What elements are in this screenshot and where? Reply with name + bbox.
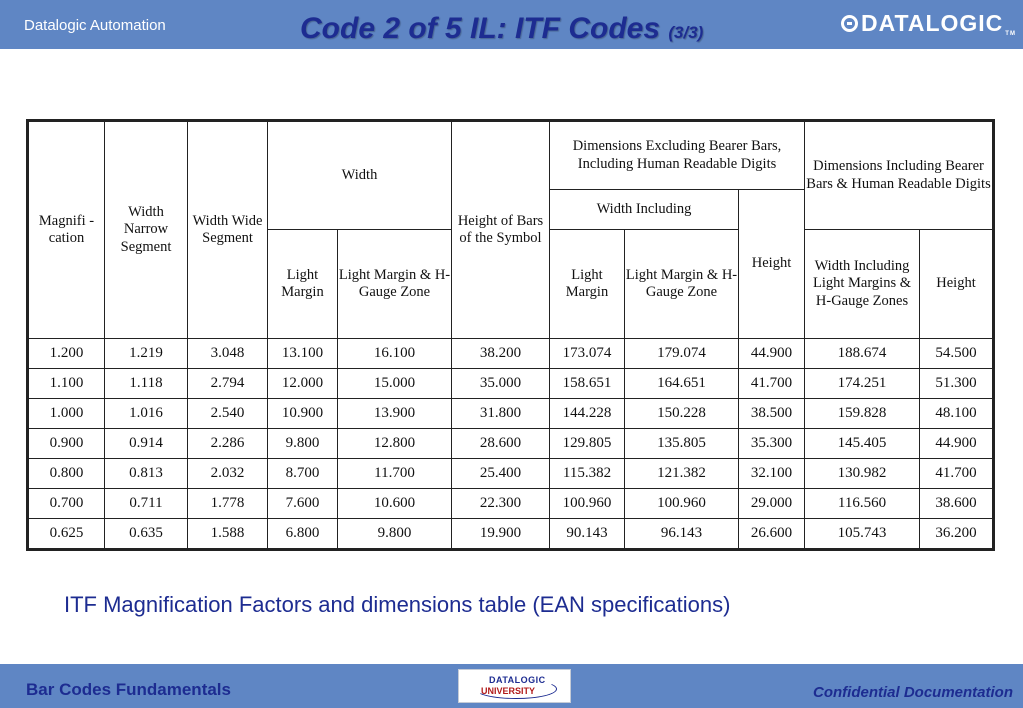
table-cell: 116.560 [805, 489, 920, 519]
table-cell: 16.100 [338, 339, 452, 369]
table-cell: 12.800 [338, 429, 452, 459]
table-cell: 121.382 [625, 459, 739, 489]
table-cell: 10.600 [338, 489, 452, 519]
logo-trademark: TM [1005, 31, 1016, 37]
table-cell: 2.286 [188, 429, 268, 459]
table-cell: 130.982 [805, 459, 920, 489]
table-cell: 0.700 [29, 489, 105, 519]
table-cell: 174.251 [805, 369, 920, 399]
table-row [29, 339, 993, 369]
table-cell: 29.000 [739, 489, 805, 519]
table-cell: 135.805 [625, 429, 739, 459]
header-magnification: Magnifi -cation [29, 122, 105, 339]
table-cell: 1.200 [29, 339, 105, 369]
table-cell: 31.800 [452, 399, 550, 429]
table-cell: 1.778 [188, 489, 268, 519]
table-cell: 41.700 [920, 459, 993, 489]
header-incl-width: Width Including Light Margins & H-Gauge Zones [805, 230, 920, 339]
table-cell: 48.100 [920, 399, 993, 429]
table-cell: 1.000 [29, 399, 105, 429]
company-name: Datalogic Automation [24, 17, 166, 34]
table-row [29, 489, 993, 519]
table-cell: 44.900 [739, 339, 805, 369]
table-cell: 9.800 [338, 519, 452, 549]
table-cell: 3.048 [188, 339, 268, 369]
table-row [29, 369, 993, 399]
table-cell: 179.074 [625, 339, 739, 369]
table-cell: 11.700 [338, 459, 452, 489]
table-cell: 100.960 [625, 489, 739, 519]
datalogic-logo [841, 10, 1016, 37]
footer-course-title: Bar Codes Fundamentals [26, 680, 231, 699]
uni-logo-line2: UNIVERSITY [481, 686, 536, 696]
table-cell: 8.700 [268, 459, 338, 489]
slide-title-part: (3/3) [668, 23, 704, 42]
table-cell: 150.228 [625, 399, 739, 429]
table-cell: 22.300 [452, 489, 550, 519]
header-width-narrow: Width Narrow Segment [105, 122, 188, 339]
table-cell: 129.805 [550, 429, 625, 459]
table-cell: 159.828 [805, 399, 920, 429]
table-cell: 0.800 [29, 459, 105, 489]
table-cell: 2.794 [188, 369, 268, 399]
table-cell: 1.100 [29, 369, 105, 399]
table-cell: 0.914 [105, 429, 188, 459]
table-cell: 105.743 [805, 519, 920, 549]
table-cell: 0.625 [29, 519, 105, 549]
footer-bar [0, 664, 1023, 708]
table-cell: 7.600 [268, 489, 338, 519]
header-bar [0, 0, 1023, 49]
header-excl-light-margin: Light Margin [550, 230, 625, 339]
logo-text: DATALOGIC [861, 10, 1004, 36]
table-cell: 96.143 [625, 519, 739, 549]
slide-title-main: Code 2 of 5 IL: ITF Codes [300, 12, 661, 45]
table-cell: 145.405 [805, 429, 920, 459]
table-cell: 51.300 [920, 369, 993, 399]
table-row [29, 519, 993, 549]
header-width-including: Width Including [550, 190, 739, 230]
table-cell: 10.900 [268, 399, 338, 429]
table-cell: 32.100 [739, 459, 805, 489]
table-cell: 2.540 [188, 399, 268, 429]
table-cell: 6.800 [268, 519, 338, 549]
header-height-bars: Height of Bars of the Symbol [452, 122, 550, 339]
table-cell: 38.600 [920, 489, 993, 519]
table-cell: 35.000 [452, 369, 550, 399]
uni-logo-line1: DATALOGIC [489, 675, 546, 685]
table-cell: 12.000 [268, 369, 338, 399]
table-cell: 28.600 [452, 429, 550, 459]
table-cell: 1.016 [105, 399, 188, 429]
table-cell: 0.900 [29, 429, 105, 459]
header-light-margin: Light Margin [268, 230, 338, 339]
table-cell: 1.118 [105, 369, 188, 399]
table-cell: 41.700 [739, 369, 805, 399]
table-cell: 100.960 [550, 489, 625, 519]
header-width-wide: Width Wide Segment [188, 122, 268, 339]
table-row [29, 399, 993, 429]
table-cell: 144.228 [550, 399, 625, 429]
table-cell: 115.382 [550, 459, 625, 489]
table-row [29, 429, 993, 459]
table-row [29, 459, 993, 489]
table-cell: 25.400 [452, 459, 550, 489]
table-cell: 173.074 [550, 339, 625, 369]
table-cell: 1.588 [188, 519, 268, 549]
table-cell: 2.032 [188, 459, 268, 489]
header-dim-excluding: Dimensions Excluding Bearer Bars, Including Human Readable Digits [550, 122, 805, 190]
logo-mark-icon [841, 15, 858, 32]
table-cell: 164.651 [625, 369, 739, 399]
itf-dimensions-table [28, 121, 993, 549]
slide-title [300, 12, 703, 46]
header-excl-height: Height [739, 190, 805, 339]
specification-table-scan [26, 119, 995, 551]
header-incl-height: Height [920, 230, 993, 339]
header-width-group: Width [268, 122, 452, 230]
table-cell: 13.100 [268, 339, 338, 369]
footer-confidential: Confidential Documentation [813, 684, 1013, 701]
table-cell: 1.219 [105, 339, 188, 369]
table-cell: 36.200 [920, 519, 993, 549]
table-cell: 54.500 [920, 339, 993, 369]
header-light-margin-hgauge: Light Margin & H-Gauge Zone [338, 230, 452, 339]
table-cell: 0.813 [105, 459, 188, 489]
table-cell: 26.600 [739, 519, 805, 549]
table-cell: 0.711 [105, 489, 188, 519]
table-cell: 0.635 [105, 519, 188, 549]
table-cell: 90.143 [550, 519, 625, 549]
table-cell: 38.500 [739, 399, 805, 429]
table-cell: 19.900 [452, 519, 550, 549]
table-cell: 15.000 [338, 369, 452, 399]
table-cell: 158.651 [550, 369, 625, 399]
table-cell: 38.200 [452, 339, 550, 369]
table-caption: ITF Magnification Factors and dimensions table (EAN specifications) [64, 592, 731, 617]
table-cell: 13.900 [338, 399, 452, 429]
datalogic-university-logo [458, 669, 571, 703]
table-cell: 9.800 [268, 429, 338, 459]
table-cell: 35.300 [739, 429, 805, 459]
header-dim-including: Dimensions Including Bearer Bars & Human Readable Digits [805, 122, 993, 230]
header-excl-light-margin-hgauge: Light Margin & H-Gauge Zone [625, 230, 739, 339]
table-cell: 188.674 [805, 339, 920, 369]
table-cell: 44.900 [920, 429, 993, 459]
